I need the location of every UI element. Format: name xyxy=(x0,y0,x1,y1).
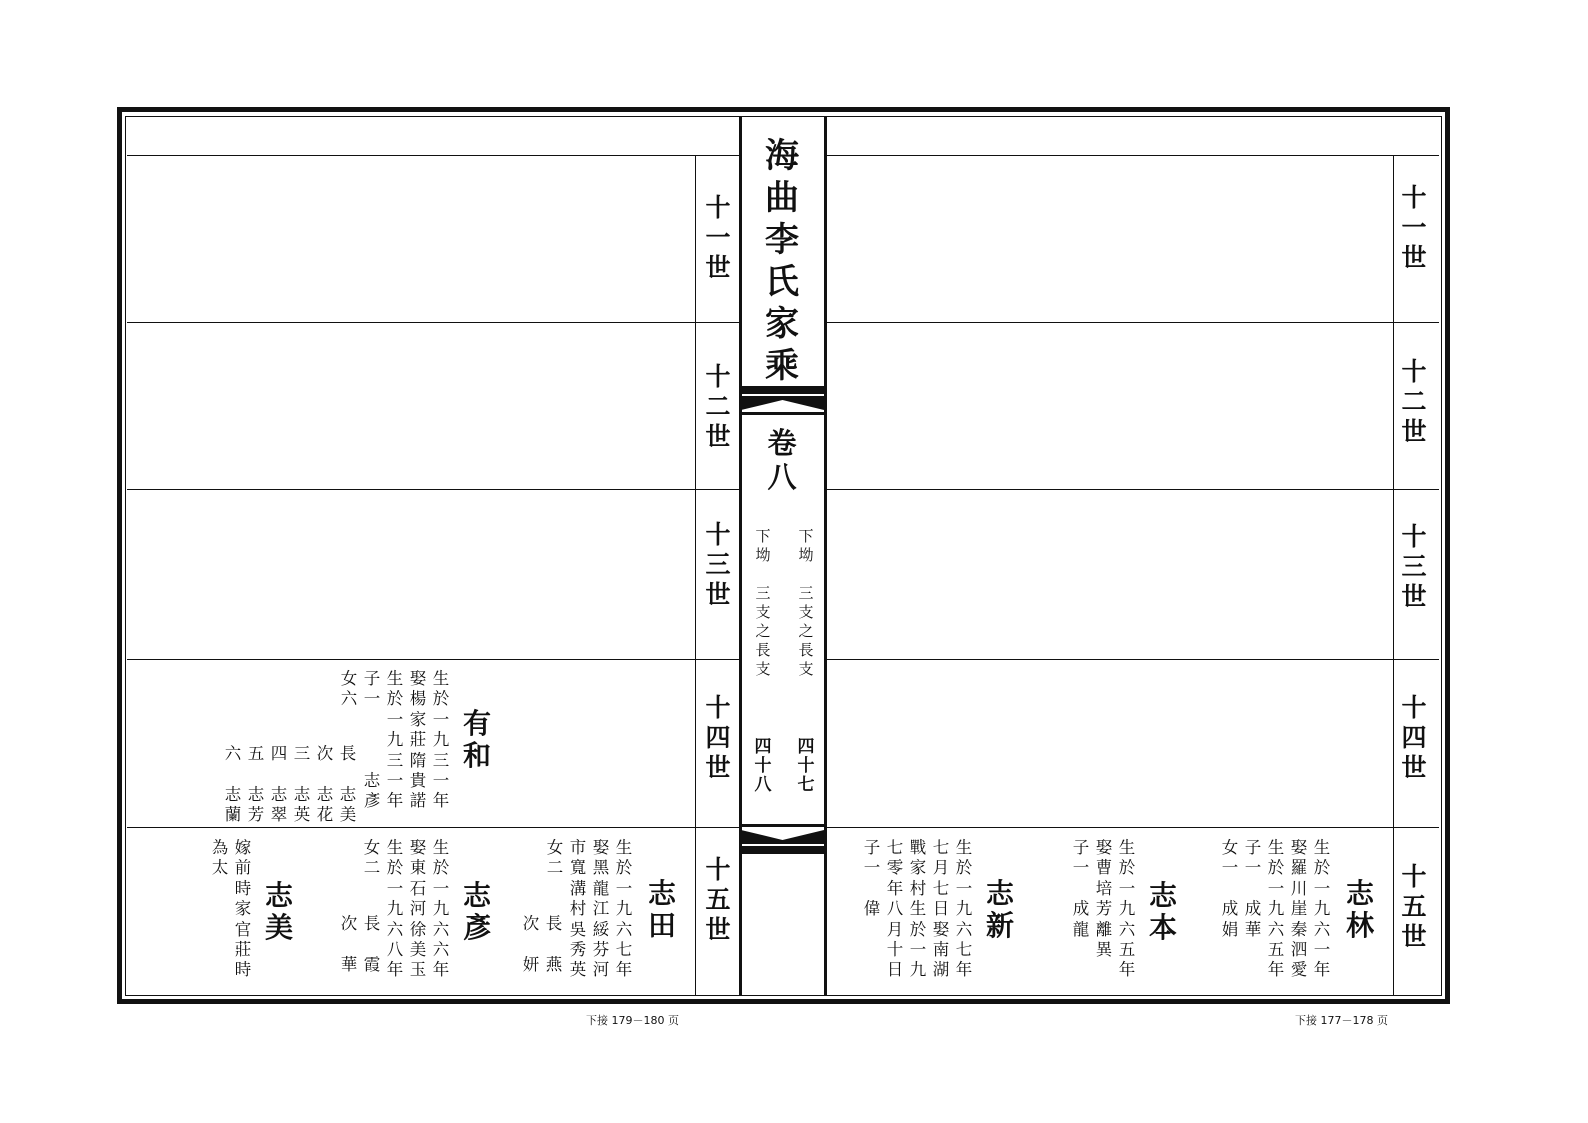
person-name-zhimei: 志 美 xyxy=(264,879,293,944)
spine-right-edge xyxy=(824,117,827,996)
gen-label-left: 十 五 世 xyxy=(705,855,731,944)
page-number-right: 四 十 七 xyxy=(797,737,815,795)
daughter-entry: 次 志 花 xyxy=(316,744,334,825)
spouse-line: 娶 東 石 河 徐 美 玉 xyxy=(409,838,427,980)
daughters-label: 女 二 xyxy=(546,838,564,878)
spouse-birth-line: 生 於 一 九 六 八 年 xyxy=(386,838,404,980)
row-divider xyxy=(127,659,739,660)
spouse-birth-line: 生 於 一 九 三 一 年 xyxy=(386,669,404,811)
page-number-left: 四 十 八 xyxy=(754,737,772,795)
daughters-label: 女 六 xyxy=(340,669,358,709)
daughter-entry: 六 志 蘭 xyxy=(224,744,242,825)
branch-label-right: 下 坳 三 支 之 長 支 xyxy=(798,527,814,678)
marriage-line: 嫁 前 時 家 官 莊 時 xyxy=(234,838,252,980)
birth-line: 生 於 一 九 六 一 年 xyxy=(1313,838,1331,980)
birth-line: 生 於 一 九 六 七 年 xyxy=(615,838,633,980)
footer-continuation-right: 下接 177－178 页 xyxy=(1295,1014,1388,1027)
person-name-youhe: 有 和 xyxy=(462,707,491,772)
person-name-zhiben: 志 本 xyxy=(1148,879,1177,944)
book-title: 海 曲 李 氏 家 乘 xyxy=(765,136,799,386)
row-divider xyxy=(827,322,1439,323)
marriage-line-2: 為 太 xyxy=(211,838,229,878)
daughter-entry: 三 志 英 xyxy=(293,744,311,825)
spouse-line-2: 市 寬 溝 村 吳 秀 英 xyxy=(569,838,587,980)
gen-label-right: 十 一 世 xyxy=(1401,183,1427,272)
spine-fishtail-top xyxy=(741,386,824,422)
daughters-label: 女 二 xyxy=(363,838,381,878)
birth-line: 生 於 一 九 六 五 年 xyxy=(1118,838,1136,980)
daughter-entry: 次 妍 xyxy=(522,914,540,974)
spouse-line: 娶 曹 培 芳 離 異 xyxy=(1095,838,1113,960)
right-gen-column-border xyxy=(1393,155,1394,996)
gen-label-left: 十 三 世 xyxy=(705,520,731,609)
gen-label-left: 十 二 世 xyxy=(705,362,731,451)
left-header-rule xyxy=(127,155,739,156)
spine-left-edge xyxy=(739,117,742,996)
birth-line: 生 於 一 九 六 七 年 xyxy=(955,838,973,980)
spouse-line: 娶 黑 龍 江 綏 芬 河 xyxy=(592,838,610,980)
person-name-zhilin: 志 林 xyxy=(1345,877,1374,942)
gen-label-right: 十 三 世 xyxy=(1401,522,1427,611)
son-name: 志 彥 xyxy=(363,771,381,811)
birth-line: 生 於 一 九 三 一 年 xyxy=(432,669,450,811)
row-divider xyxy=(827,489,1439,490)
daughter-entry: 長 霞 xyxy=(363,914,381,974)
row-divider xyxy=(827,827,1439,828)
person-name-zhiyan: 志 彥 xyxy=(462,879,491,944)
row-divider xyxy=(127,827,739,828)
left-gen-column-border xyxy=(695,155,696,996)
gen-label-right: 十 五 世 xyxy=(1401,862,1427,951)
row-divider xyxy=(127,322,739,323)
son-entry: 子 一 成 華 xyxy=(1244,838,1262,939)
right-header-rule xyxy=(827,155,1439,156)
volume-label: 卷 八 xyxy=(767,426,797,494)
daughter-entry: 長 燕 xyxy=(545,914,563,974)
birth-line: 生 於 一 九 六 六 年 xyxy=(432,838,450,980)
gen-label-right: 十 二 世 xyxy=(1401,357,1427,446)
spine-fishtail-bottom xyxy=(741,818,824,854)
spouse-line: 娶 羅 川 崖 秦 泗 愛 xyxy=(1290,838,1308,980)
daughter-entry: 四 志 翠 xyxy=(270,744,288,825)
gen-label-right: 十 四 世 xyxy=(1401,693,1427,782)
person-name-zhixin: 志 新 xyxy=(985,877,1014,942)
row-divider xyxy=(827,659,1439,660)
footer-continuation-left: 下接 179－180 页 xyxy=(586,1014,679,1027)
daughter-entry: 長 志 美 xyxy=(339,744,357,825)
detail-line: 七 零 年 八 月 十 日 xyxy=(886,838,904,980)
sons-label: 子 一 xyxy=(363,669,381,709)
daughter-entry: 女 一 成 娟 xyxy=(1221,838,1239,939)
daughter-entry: 五 志 芳 xyxy=(247,744,265,825)
spouse-birth-line: 生 於 一 九 六 五 年 xyxy=(1267,838,1285,980)
spouse-line: 娶 楊 家 莊 隋 貴 諾 xyxy=(409,669,427,811)
daughter-entry: 次 華 xyxy=(340,914,358,974)
son-entry: 子 一 成 龍 xyxy=(1072,838,1090,939)
gen-label-left: 十 一 世 xyxy=(705,193,731,282)
detail-line: 戰 家 村 生 於 一 九 xyxy=(909,838,927,980)
person-name-zhitian: 志 田 xyxy=(647,877,676,942)
row-divider xyxy=(127,489,739,490)
detail-line: 七 月 七 日 娶 南 湖 xyxy=(932,838,950,980)
son-entry: 子 一 偉 xyxy=(863,838,881,919)
gen-label-left: 十 四 世 xyxy=(705,693,731,782)
branch-label-left: 下 坳 三 支 之 長 支 xyxy=(755,527,771,678)
